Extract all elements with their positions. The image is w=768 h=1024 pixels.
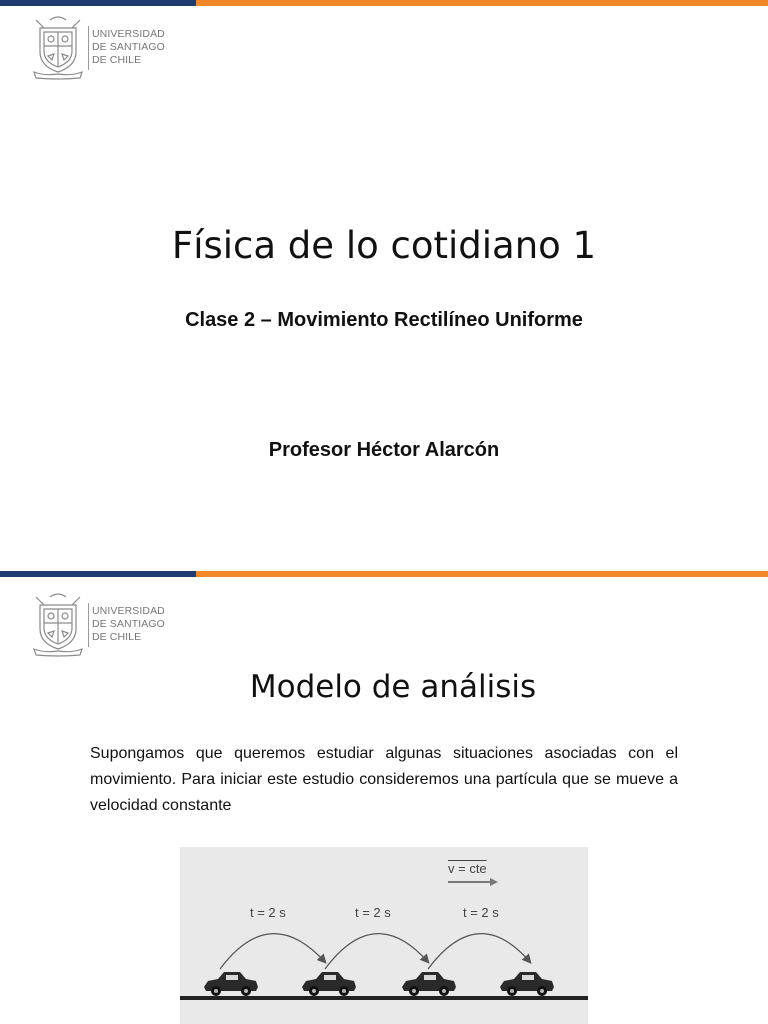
- professor-name: Profesor Héctor Alarcón: [268, 439, 500, 461]
- university-logo: [30, 14, 180, 80]
- trajectory-arc: [220, 934, 325, 969]
- brand-top-bar: [0, 571, 768, 577]
- car-icon: [400, 969, 458, 997]
- university-name-line: DE SANTIAGO: [92, 41, 165, 53]
- university-name-line: UNIVERSIDAD: [92, 28, 165, 40]
- slide-title: Física de lo cotidiano 1: [171, 224, 597, 267]
- university-name-line: DE SANTIAGO: [92, 618, 165, 630]
- university-crest-icon: [30, 591, 86, 657]
- time-label: t = 2 s: [463, 905, 499, 920]
- motion-diagram: [180, 847, 588, 1024]
- university-name-line: UNIVERSIDAD: [92, 605, 165, 617]
- time-label: t = 2 s: [250, 905, 286, 920]
- slide-subtitle: Clase 2 – Movimiento Rectilíneo Uniforme: [185, 309, 583, 331]
- brand-top-bar: [0, 0, 768, 6]
- slide-heading: Modelo de análisis: [249, 669, 537, 705]
- trajectory-arc: [428, 934, 530, 969]
- university-name: [92, 28, 165, 67]
- logo-divider: [88, 26, 89, 70]
- body-paragraph: Supongamos que queremos estudiar algunas situaciones asociadas con el movimiento. Para iniciar este estudio consideremos una partícula que se mueve a velocidad constante: [90, 745, 678, 814]
- time-label: t = 2 s: [355, 905, 391, 920]
- trajectory-arc: [325, 934, 428, 969]
- car-icon: [300, 969, 358, 997]
- content-slide: [0, 571, 768, 1024]
- university-name: [92, 605, 165, 644]
- university-logo: [30, 591, 180, 657]
- university-name-line: DE CHILE: [92, 54, 142, 66]
- car-icon: [498, 969, 556, 997]
- motion-figure: [180, 847, 588, 1024]
- velocity-label: v = cte: [448, 861, 487, 876]
- logo-divider: [88, 603, 89, 647]
- car-icon: [202, 969, 260, 997]
- university-name-line: DE CHILE: [92, 631, 142, 643]
- university-crest-icon: [30, 14, 86, 80]
